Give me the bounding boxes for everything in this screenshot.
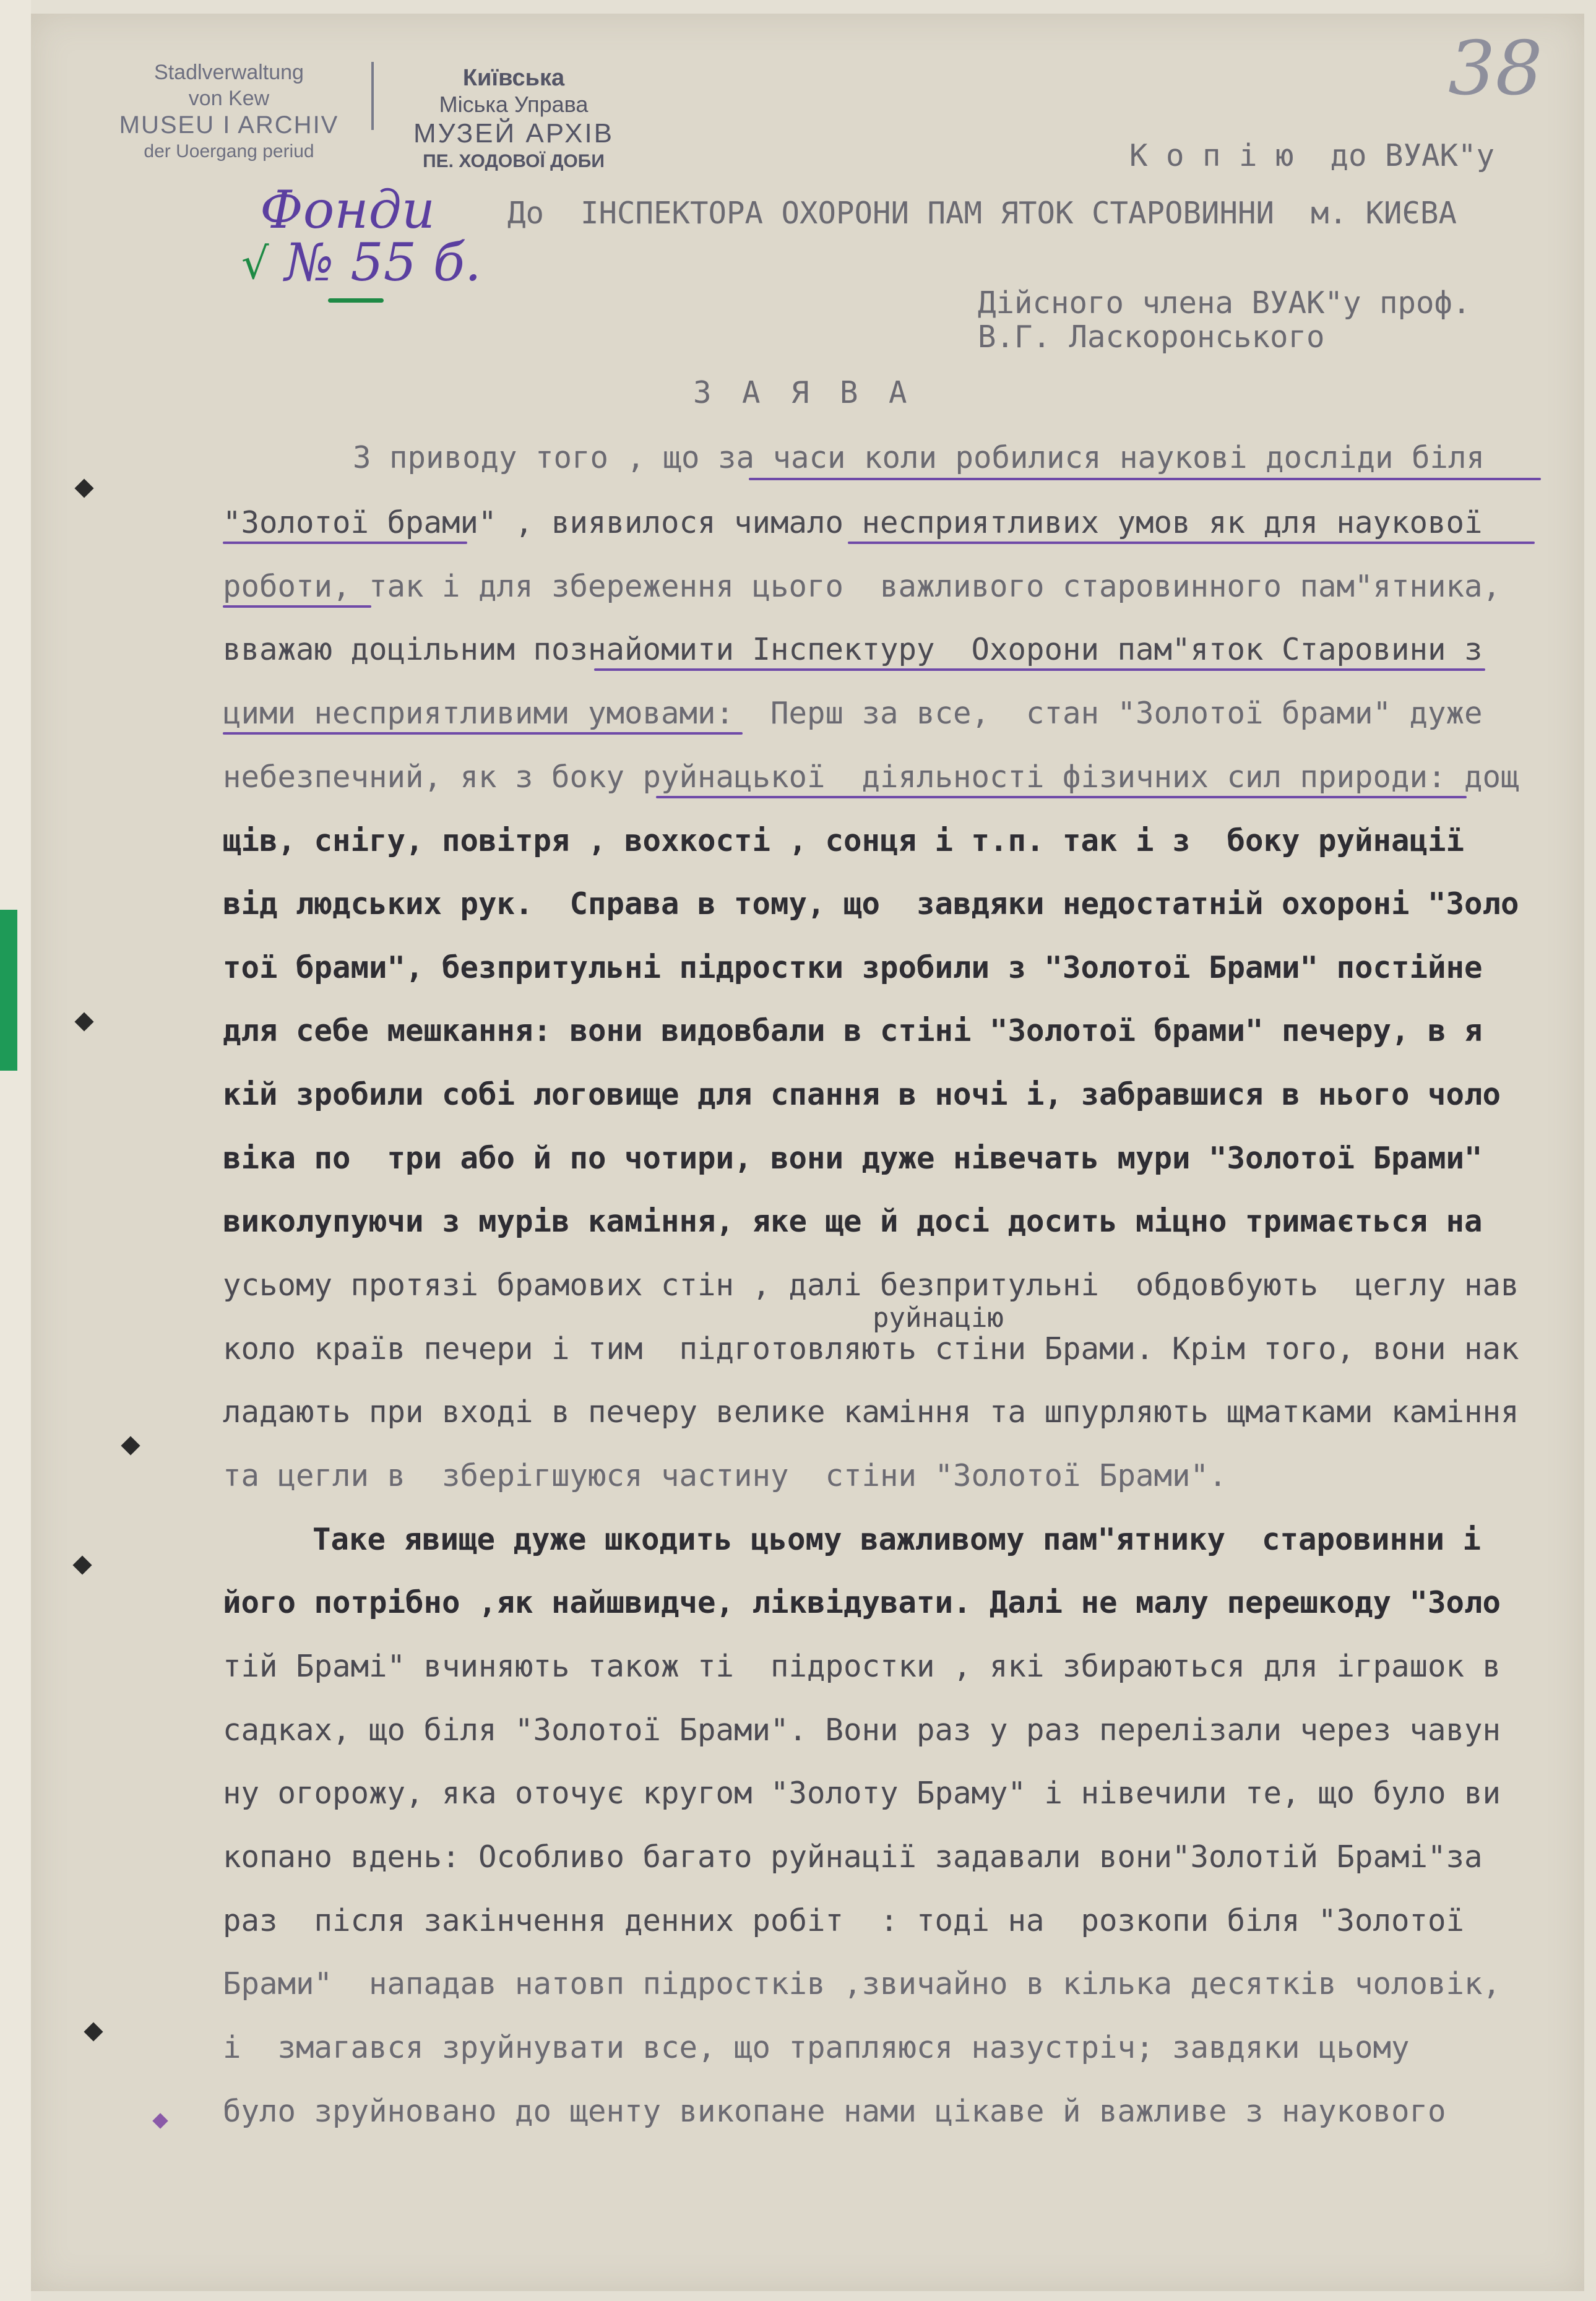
pencil-underline xyxy=(656,796,1467,798)
color-tab-marker xyxy=(0,910,17,1071)
pencil-underline xyxy=(848,542,1535,544)
stamp-line: MUSEU I ARCHIV xyxy=(119,111,339,139)
handwritten-fond-number: № 55 б. xyxy=(285,232,481,293)
body-line: та цегли в зберігшуюся частину стіни "Золотої Брами". xyxy=(223,1458,1227,1493)
body-line: для себе мешкання: вони видовбали в стіні "Золотої брами" печеру, в я xyxy=(223,1013,1483,1048)
body-line: вважаю доцільним познайомити Інспектуру Охорони пам"яток Старовини з xyxy=(223,632,1483,667)
body-line: віка по три або й по чотири, вони дуже нівечать мури "Золотої Брами" xyxy=(223,1141,1483,1176)
body-line: від людських рук. Справа в тому, що завдяки недостатній охороні "Золо xyxy=(223,886,1519,922)
body-line: було зруйновано до щенту викопане нами цікаве й важливе з наукового xyxy=(223,2094,1446,2129)
body-line: його потрібно ,як найшвидче, ліквідувати. Далі не малу перешкоду "Золо xyxy=(223,1585,1501,1620)
pencil-underline xyxy=(223,732,743,735)
body-line: небезпечний, як з боку руйнацької діяльності фізичних сил природи: дощ xyxy=(223,759,1519,795)
stamp-line: ПЕ. ХОДОВОЇ ДОБИ xyxy=(423,151,605,171)
body-line: "Золотої брами" , виявилося чимало несприятливих умов як для наукової xyxy=(223,505,1483,540)
body-line: цими несприятливими умовами: Перш за все, стан "Золотої брами" дуже xyxy=(223,696,1483,731)
stamp-line: Київська xyxy=(462,65,565,91)
body-line: ну огорожу, яка оточує кругом "Золоту Браму" і нівечили те, що було ви xyxy=(223,1776,1501,1811)
body-line: ладають при вході в печеру велике каміння та шпурляють щматками каміння xyxy=(223,1394,1519,1430)
pencil-underline xyxy=(594,668,1485,671)
body-line: кій зробили собі логовище для спання в ночі і, забравшися в нього чоло xyxy=(223,1077,1501,1112)
body-line: копано вдень: Особливо багато руйнації задавали вони"Золотій Брамі"за xyxy=(223,1839,1483,1875)
archive-stamp-ukrainian xyxy=(371,65,656,174)
green-checkmark-icon: √ xyxy=(241,238,269,289)
body-line: коло країв печери і тим підготовляють стіни Брами. Крім того, вони нак xyxy=(223,1331,1519,1366)
addressee-line: До ІНСПЕКТОРА ОХОРОНИ ПАМ ЯТОК СТАРОВИННИ м. КИЄВА xyxy=(507,196,1457,231)
body-line: усьому протязі брамових стін , далі безпритульні обдовбують цеглу нав xyxy=(223,1267,1519,1303)
body-line: роботи, так і для збереження цього важливого старовинного пам"ятника, xyxy=(223,569,1501,604)
green-pencil-dash xyxy=(328,298,384,303)
sender-line: Дійсного члена ВУАК"у проф. xyxy=(978,285,1471,321)
sender-name: В.Г. Ласкоронського xyxy=(978,319,1325,355)
stamp-line: der Uoergang periud xyxy=(144,141,314,162)
body-line: тої брами", безпритульні підростки зробили з "Золотої Брами" постійне xyxy=(223,950,1483,985)
stamp-line: Міська Управа xyxy=(439,92,589,117)
body-line: Брами" нападав натовп підростків ,звичайно в кілька десятків чоловік, xyxy=(223,1966,1501,2001)
body-line: З приводу того , що за часи коли робилися наукові досліди біля xyxy=(353,440,1485,475)
stamp-line: Stadlverwaltung xyxy=(154,61,304,84)
body-line: тій Брамі" вчиняють також ті підростки , які збираються для іграшок в xyxy=(223,1649,1501,1684)
pencil-underline xyxy=(223,605,371,608)
stamp-line: МУЗЕЙ АРХІВ xyxy=(413,118,615,149)
body-line: Таке явище дуже шкодить цьому важливому пам"ятнику старовинни і xyxy=(313,1522,1482,1557)
body-line: щів, снігу, повітря , вохкості , сонця і т.п. так і з боку руйнації xyxy=(223,823,1465,858)
document-title: З А Я В А xyxy=(693,375,913,410)
scan-left-edge xyxy=(0,0,31,2301)
stamp-line: von Kew xyxy=(188,87,270,110)
body-line: раз після закінчення денних робіт : тоді на розкопи біля "Золотої xyxy=(223,1903,1465,1938)
body-line: і змагався зруйнувати все, що трапляюся назустріч; завдяки цьому xyxy=(223,2030,1410,2065)
handwritten-fondy: Фонди xyxy=(260,179,435,240)
copy-note: К о п і ю до ВУАК"у xyxy=(1129,138,1495,173)
body-line: садках, що біля "Золотої Брами". Вони раз у раз перелізали через чавун xyxy=(223,1712,1501,1748)
archive-stamp-german xyxy=(93,59,365,164)
body-line: виколупуючи з мурів каміння, яке ще й досі досить міцно тримається на xyxy=(223,1204,1483,1239)
pencil-underline xyxy=(223,542,467,544)
interlinear-insertion: руйнацію xyxy=(873,1302,1004,1334)
pencil-underline xyxy=(749,478,1541,480)
page-number: 38 xyxy=(1448,26,1543,112)
